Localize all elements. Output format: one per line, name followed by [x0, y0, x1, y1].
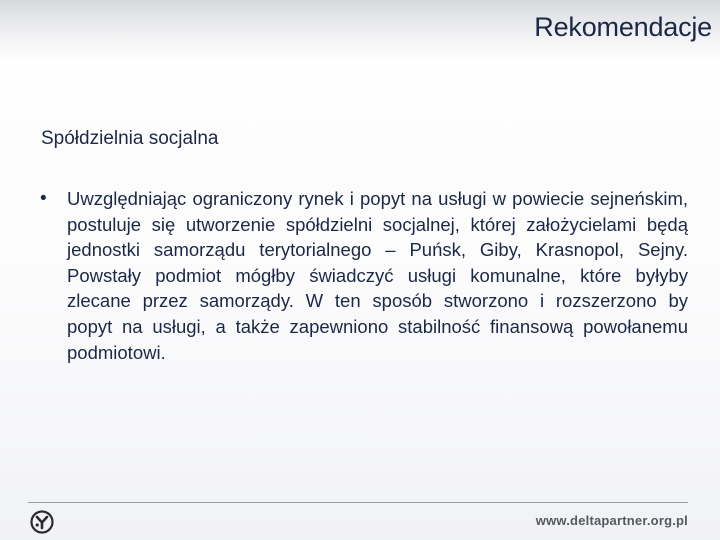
slide-subtitle: Spółdzielnia socjalna — [41, 128, 219, 149]
bullet-list — [40, 186, 688, 365]
bullet-item: Uwzględniając ograniczony rynek i popyt na usługi w powiecie sejneńskim, postuluje się utworzenie spółdzielni socjalnej, której założycielami będą jednostki samorządu terytorialnego – Puńsk, Giby, Krasnopol, Sejny. Powstały podmiot mógłby świadczyć usługi komunalne, które byłyby zlecane przez samorządy. W ten sposób stworzono i rozszerzono by popyt na usługi, a także zapewniono stabilność finansową powołanemu podmiotowi. — [67, 188, 688, 363]
footer-url[interactable]: www.deltapartner.org.pl — [535, 513, 688, 528]
title-band — [0, 0, 720, 62]
bullet-marker: • — [40, 188, 47, 209]
footer-divider — [28, 502, 688, 503]
deltapartner-logo-icon — [30, 510, 54, 534]
slide-title: Rekomendacje — [534, 12, 712, 42]
